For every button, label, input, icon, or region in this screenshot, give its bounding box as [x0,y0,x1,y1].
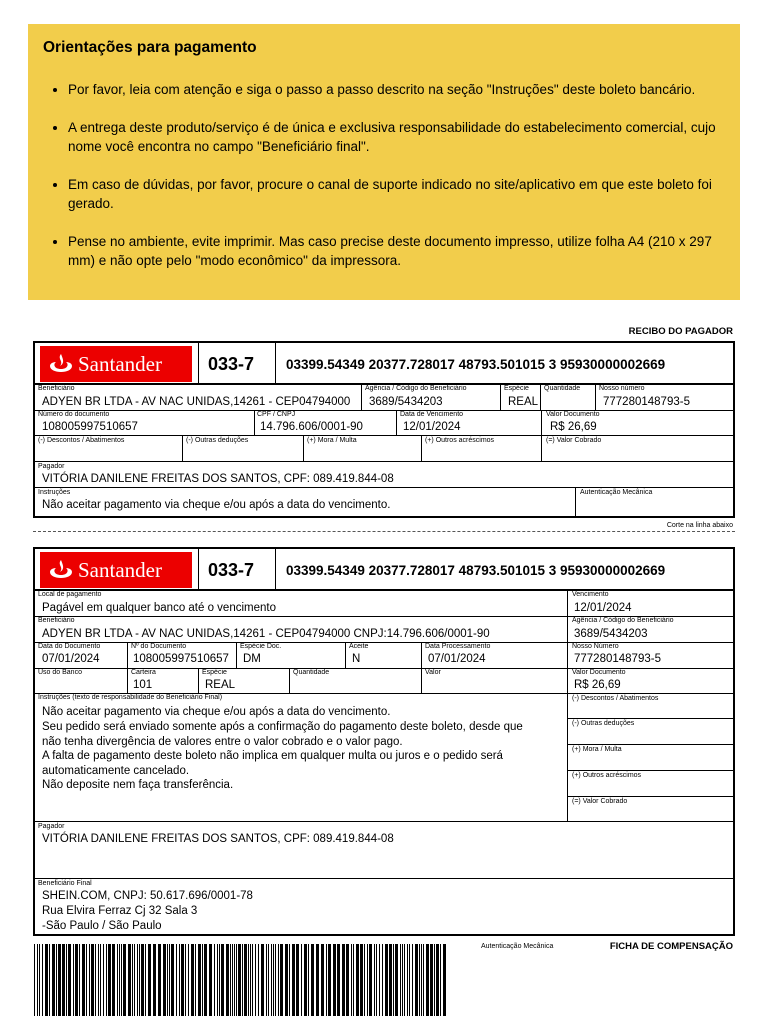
label-nosso-numero: Nosso Número [572,643,619,650]
value-local-pagamento: Pagável em qualquer banco até o vencimento [42,602,276,614]
beneficiario-final-line: SHEIN.COM, CNPJ: 50.617.696/0001-78 [42,890,253,902]
instrucao-line: não tenha divergência de valores entre o valor cobrado e o valor pago. [42,736,403,748]
value-beneficiario: ADYEN BR LTDA - AV NAC UNIDAS,14261 - CEP04794000 CNPJ:14.796.606/0001-90 [42,628,490,640]
barcode-bar [176,944,177,1016]
orientacao-item: • Pense no ambiente, evite imprimir. Mas caso precise deste documento impresso, utilize folha A4 (210 x 297 mm) e não opte pelo "modo econômico" da impressora. [68,232,738,270]
label-valor-documento: Valor Documento [572,669,626,676]
barcode-bar [119,944,120,1016]
barcode-bar [89,944,90,1016]
barcode-bar [250,944,251,1016]
barcode-bar [179,944,180,1016]
value-numero-documento: 108005997510657 [42,421,138,433]
santander-flame-icon [48,352,74,376]
barcode-bar [185,944,186,1016]
beneficiario-final-line: -São Paulo / São Paulo [42,920,162,932]
barcode-bar [73,944,74,1016]
santander-logo [40,552,192,588]
barcode-bar [204,944,207,1016]
label-descontos: (-) Descontos / Abatimentos [572,695,659,702]
barcode-bar [141,944,144,1016]
label-data-documento: Data do Documento [38,643,101,650]
value-nosso-numero: 777280148793-5 [574,653,661,665]
barcode-bar [209,944,212,1016]
barcode-bar [134,944,135,1016]
barcode-bar [353,944,354,1016]
label-beneficiario-final: Beneficiário Final [38,880,92,887]
barcode-bar [311,944,314,1016]
label-agencia: Agência / Código do Beneficiário [365,385,467,392]
value-cpf-cnpj: 14.796.606/0001-90 [260,421,363,433]
barcode-bar [400,944,401,1016]
value-data-processamento: 07/01/2024 [428,653,486,665]
barcode-bar [382,944,383,1016]
value-data-documento: 07/01/2024 [42,653,100,665]
label-outros-acrescimos: (+) Outros acréscimos [572,772,642,779]
orientacoes-list [50,80,738,289]
label-outras-deducoes: (-) Outras deduções [572,720,635,727]
label-valor-cobrado: (=) Valor Cobrado [546,437,602,444]
barcode-bar [132,944,133,1016]
barcode-bar [430,944,433,1016]
barcode-bar [395,944,398,1016]
barcode-bar [364,944,365,1016]
barcode-bar [421,944,422,1016]
barcode-bar [58,944,61,1016]
label-beneficiario: Beneficiário [38,617,75,624]
barcode-bar [217,944,218,1016]
barcode-bar [226,944,229,1016]
barcode-bar [91,944,94,1016]
barcode-bar [121,944,122,1016]
label-beneficiario: Beneficiário [38,385,75,392]
barcode-bar [326,944,327,1016]
label-data-vencimento: Data de Vencimento [400,411,464,418]
barcode-bar [328,944,331,1016]
value-agencia: 3689/5434203 [574,628,648,640]
barcode-bar [275,944,276,1016]
barcode-bar [49,944,50,1016]
label-especie-doc: Espécie Doc. [240,643,282,650]
barcode-bar [123,944,126,1016]
barcode-bar [266,944,267,1016]
barcode-bar [137,944,138,1016]
barcode-bar [333,944,336,1016]
barcode-bar [289,944,290,1016]
barcode-bar [255,944,256,1016]
barcode-bar [191,944,194,1016]
bank-name: Santander [78,558,162,582]
barcode-bar [148,944,151,1016]
value-especie-doc: DM [243,653,261,665]
barcode-bar [68,944,71,1016]
label-autenticacao: Autenticação Mecânica [481,943,554,950]
barcode-bar [242,944,243,1016]
barcode-bar [337,944,340,1016]
barcode-bar [45,944,48,1016]
barcode-bar [342,944,345,1016]
label-instrucoes: Instruções (texto de responsabilidade do Beneficiário Final) [38,694,223,701]
label-especie: Espécie [504,385,529,392]
barcode-bar [39,944,40,1016]
barcode-bar [292,944,295,1016]
label-num-documento: Nº do Documento [131,643,187,650]
barcode-bar [379,944,380,1016]
barcode-bar [106,944,107,1016]
barcode-bar [440,944,441,1016]
barcode-bar [301,944,302,1016]
bank-code: 033-7 [208,560,255,580]
barcode-bar [436,944,439,1016]
barcode-bar [86,944,87,1016]
instrucao-line: Não deposite nem faça transferência. [42,779,234,791]
barcode-bar [369,944,372,1016]
barcode-bar [402,944,403,1016]
barcode-bar [248,944,249,1016]
label-instrucoes: Instruções [38,489,71,496]
barcode-bar [236,944,237,1016]
instrucao-line: Não aceitar pagamento via cheque e/ou após a data do vencimento. [42,706,391,718]
value-carteira: 101 [133,679,153,691]
barcode-bar [409,944,410,1016]
santander-logo [40,346,192,382]
barcode-bar [367,944,368,1016]
barcode-bar [158,944,161,1016]
value-aceite: N [352,653,361,665]
label-quantidade: Quantidade [544,385,581,392]
barcode-bar [346,944,349,1016]
barcode-bar [351,944,352,1016]
barcode-bar [238,944,241,1016]
label-pagador: Pagador [38,823,65,830]
barcode-bar [181,944,184,1016]
barcode-bar [214,944,215,1016]
barcode-bar [268,944,269,1016]
santander-flame-icon [48,558,74,582]
label-especie: Espécie [202,669,227,676]
bank-name: Santander [78,352,162,376]
bank-code: 033-7 [208,354,255,374]
instrucao-line: Seu pedido será enviado somente após a confirmação do pagamento deste boleto, desde que [42,721,523,733]
barcode-bar [423,944,424,1016]
label-pagador: Pagador [38,463,65,470]
orientacao-item: • Por favor, leia com atenção e siga o passo a passo descrito na seção "Instruções" deste boleto bancário. [68,80,738,99]
barcode-bar [112,944,115,1016]
label-vencimento: Vencimento [572,591,609,598]
barcode-bar [389,944,392,1016]
barcode-bar [128,944,131,1016]
barcode-bar [82,944,85,1016]
value-data-vencimento: 12/01/2024 [403,421,461,433]
value-pagador: VITÓRIA DANILENE FREITAS DOS SANTOS, CPF: 089.419.844-08 [42,473,394,485]
value-especie: REAL [508,396,539,408]
ficha-title: FICHA DE COMPENSAÇÃO [609,941,733,952]
label-local-pagamento: Local de pagamento [38,591,102,598]
barcode-bar [415,944,418,1016]
barcode-bar [219,944,220,1016]
instrucao-line: A falta de pagamento deste boleto não implica em qualquer multa ou juros e o pedido será [42,750,503,762]
barcode-bar [443,944,446,1016]
barcode-bar [244,944,247,1016]
barcode-bar [404,944,405,1016]
label-agencia: Agência / Código do Beneficiário [572,617,674,624]
label-valor: Valor [425,669,441,676]
barcode-bar [278,944,279,1016]
barcode-bar [285,944,288,1016]
barcode-bar [374,944,375,1016]
value-valor-documento: R$ 26,69 [550,421,597,433]
barcode-bar [62,944,65,1016]
label-numero-documento: Número do documento [38,411,110,418]
barcode-bar [167,944,168,1016]
barcode-bar [117,944,118,1016]
value-especie: REAL [205,679,236,691]
value-beneficiario: ADYEN BR LTDA - AV NAC UNIDAS,14261 - CEP04794000 [42,396,351,408]
value-vencimento: 12/01/2024 [574,602,632,614]
barcode-bar [376,944,377,1016]
barcode-bar [95,944,96,1016]
barcode-bar [153,944,156,1016]
barcode-bar [426,944,429,1016]
barcode-bar [169,944,170,1016]
barcode-bar [103,944,104,1016]
value-pagador: VITÓRIA DANILENE FREITAS DOS SANTOS, CPF: 089.419.844-08 [42,833,394,845]
barcode-bar [98,944,99,1016]
barcode-bar [66,944,67,1016]
barcode-bar [171,944,174,1016]
barcode-bar [198,944,201,1016]
value-nosso-numero: 777280148793-5 [603,396,690,408]
label-descontos: (-) Descontos / Abatimentos [38,437,125,444]
label-valor-cobrado: (=) Valor Cobrado [572,798,628,805]
barcode-bar [145,944,146,1016]
instrucao-line: automaticamente cancelado. [42,765,190,777]
barcode-bar [52,944,55,1016]
barcode-bar [407,944,408,1016]
label-nosso-numero: Nosso número [599,385,645,392]
barcode-bar [360,944,363,1016]
linha-digitavel: 03399.54349 20377.728017 48793.501015 3 95930000002669 [286,563,666,578]
barcode-bar [221,944,224,1016]
label-valor-documento: Valor Documento [546,411,600,418]
value-num-documento: 108005997510657 [133,653,229,665]
barcode-bar [202,944,203,1016]
barcode-bar [108,944,111,1016]
beneficiario-final-line: Rua Elvira Ferraz Cj 32 Sala 3 [42,905,198,917]
barcode-bar [75,944,78,1016]
corte-label: Corte na linha abaixo [666,522,733,529]
barcode-bar [419,944,420,1016]
label-outras-deducoes: (-) Outras deduções [186,437,249,444]
label-mora-multa: (+) Mora / Multa [572,746,622,753]
barcode-bar [234,944,235,1016]
barcode-bar [79,944,80,1016]
barcode-bar [308,944,309,1016]
barcode-bar [393,944,394,1016]
barcode-bar [252,944,253,1016]
linha-digitavel: 03399.54349 20377.728017 48793.501015 3 95930000002669 [286,357,666,372]
barcode-bar [37,944,38,1016]
barcode-bar [271,944,272,1016]
barcode-bar [273,944,274,1016]
label-aceite: Aceite [349,643,369,650]
barcode-bar [188,944,189,1016]
barcode-bar [412,944,413,1016]
barcode-bar [195,944,196,1016]
recibo-header: RECIBO DO PAGADOR [628,326,733,337]
barcode-bar [261,944,264,1016]
orientacao-item: • Em caso de dúvidas, por favor, procure o canal de suporte indicado no site/aplicativo em que este boleto foi gerado. [68,175,738,213]
barcode-bar [34,944,35,1016]
orientacoes-box [28,24,740,300]
barcode-bar [296,944,299,1016]
label-carteira: Carteira [131,669,156,676]
label-cpf-cnpj: CPF / CNPJ [257,411,296,418]
barcode-bar [139,944,140,1016]
barcode-bar [163,944,166,1016]
barcode [34,944,446,1016]
label-data-processamento: Data Processamento [425,643,491,650]
label-outros-acrescimos: (+) Outros acréscimos [425,437,495,444]
barcode-bar [56,944,57,1016]
orientacao-item: • A entrega deste produto/serviço é de única e exclusiva responsabilidade do estabelecimento comercial, cujo nome você encontra no campo "Beneficiário final". [68,118,738,156]
barcode-bar [304,944,307,1016]
barcode-bar [42,944,43,1016]
barcode-bar [321,944,324,1016]
barcode-bar [258,944,259,1016]
value-agencia: 3689/5434203 [369,396,443,408]
value-instrucoes: Não aceitar pagamento via cheque e/ou após a data do vencimento. [42,499,391,511]
label-uso-banco: Uso do Banco [38,669,82,676]
value-valor-documento: R$ 26,69 [574,679,621,691]
barcode-bar [230,944,231,1016]
label-autenticacao: Autenticação Mecânica [580,489,653,496]
label-mora-multa: (+) Mora / Multa [307,437,357,444]
orientacoes-title: Orientações para pagamento [43,39,257,56]
barcode-bar [385,944,388,1016]
label-quantidade: Quantidade [293,669,330,676]
barcode-bar [232,944,233,1016]
barcode-bar [316,944,319,1016]
barcode-bar [280,944,283,1016]
cut-line [33,531,735,532]
barcode-bar [356,944,359,1016]
barcode-bar [434,944,435,1016]
barcode-bar [100,944,101,1016]
